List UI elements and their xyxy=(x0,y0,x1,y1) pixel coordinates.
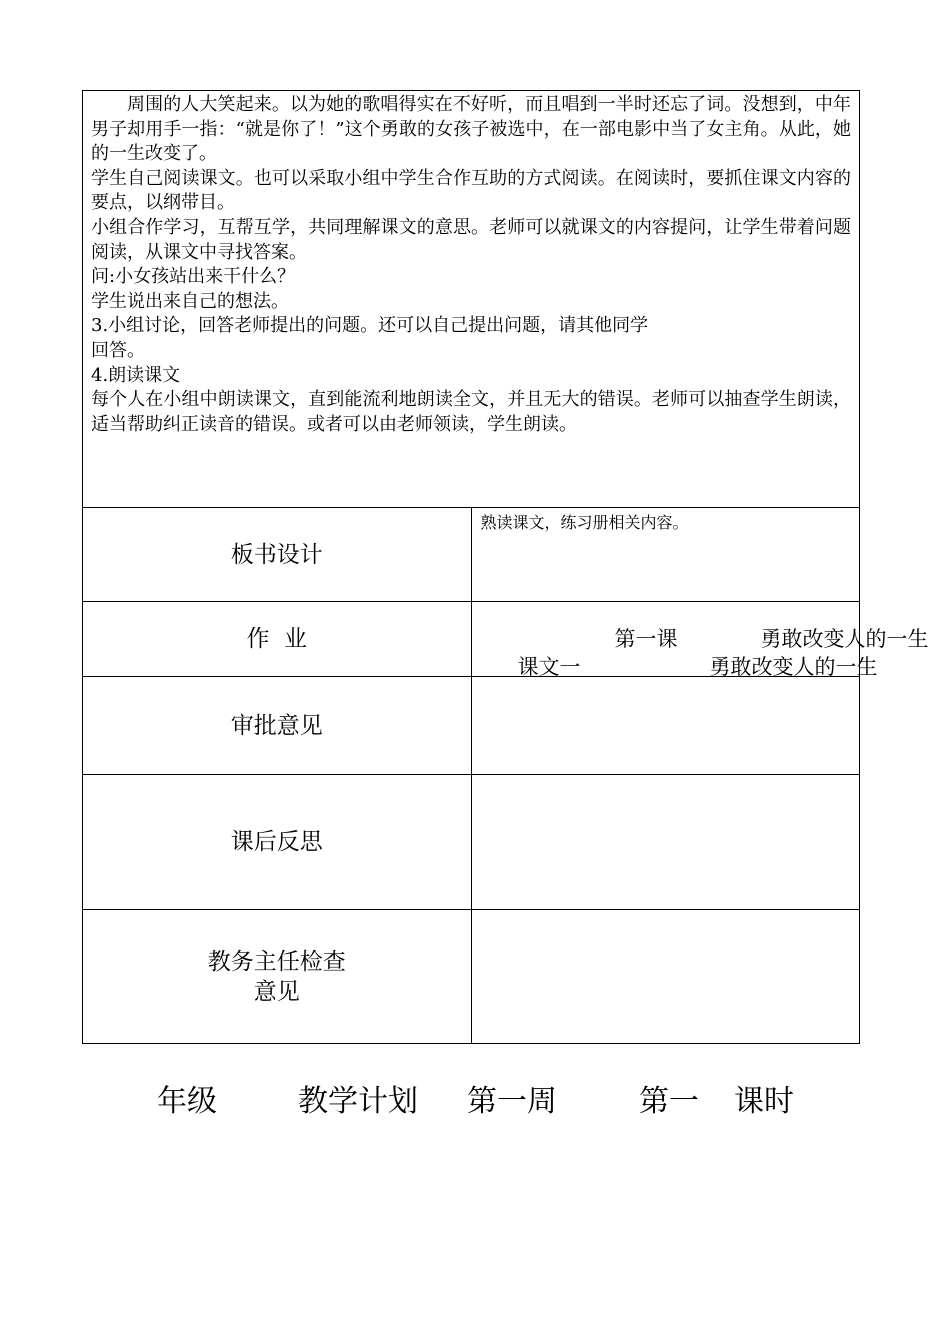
approval-label: 审批意见 xyxy=(83,677,472,775)
footer-week: 第一周 xyxy=(467,1084,557,1119)
homework-text-title: 勇敢改变人的一生 xyxy=(709,655,878,679)
homework-label xyxy=(83,602,472,677)
plan-footer xyxy=(0,1076,950,1119)
homework-lesson-title: 勇敢改变人的一生 xyxy=(760,627,929,651)
reflection-label: 课后反思 xyxy=(83,775,472,910)
director-check-label-text: 教务主任检查意见 xyxy=(207,948,346,1005)
footer-teaching-plan: 教学计划 xyxy=(298,1084,418,1119)
footer-lesson-number: 第一 xyxy=(639,1084,699,1119)
board-design-label: 板书设计 xyxy=(83,508,472,602)
homework-lesson-number: 第一课 xyxy=(614,627,678,651)
body-paragraph: 3.小组讨论，回答老师提出的问题。还可以自己提出问题，请其他同学 xyxy=(91,315,649,337)
lesson-plan-table xyxy=(82,90,929,1044)
lesson-body-text xyxy=(83,91,859,437)
body-paragraph: 回答。 xyxy=(91,339,145,361)
homework-label-text: 作 业 xyxy=(246,626,308,652)
director-check-label xyxy=(83,910,472,1044)
body-paragraph: 学生自己阅读课文。也可以采取小组中学生合作互助的方式阅读。在阅读时，要抓住课文内容的要点，以纲带目。 xyxy=(91,167,851,214)
director-check-cell xyxy=(471,910,860,1044)
reflection-cell xyxy=(471,775,860,910)
footer-lesson-unit: 课时 xyxy=(734,1084,794,1119)
body-paragraph: 周围的人大笑起来。以为她的歌唱得实在不好听，而且唱到一半时还忘了词。没想到，中年男子却用手一指：“就是你了！”这个勇敢的女孩子被选中，在一部电影中当了女主角。从此，她的一生改变了。 xyxy=(91,94,851,165)
body-paragraph: 学生说出来自己的想法。 xyxy=(91,290,289,312)
homework-cell xyxy=(471,602,929,679)
board-design-cell xyxy=(471,508,860,602)
body-paragraph: 每个人在小组中朗读课文，直到能流利地朗读全文，并且无大的错误。老师可以抽查学生朗读，适当帮助纠正读音的错误。或者可以由老师领读，学生朗读。 xyxy=(91,389,851,435)
body-paragraph: 小组合作学习，互帮互学，共同理解课文的意思。老师可以就课文的内容提问，让学生带着问题阅读，从课文中寻找答案。 xyxy=(91,216,851,263)
body-paragraph: 问:小女孩站出来干什么？ xyxy=(91,266,296,288)
lesson-body-cell xyxy=(83,91,860,508)
footer-grade: 年级 xyxy=(157,1084,217,1119)
body-paragraph: 4.朗读课文 xyxy=(91,364,181,386)
homework-text-number: 课文一 xyxy=(517,655,581,679)
approval-cell xyxy=(471,677,860,775)
board-design-text: 熟读课文，练习册相关内容。 xyxy=(480,513,689,532)
